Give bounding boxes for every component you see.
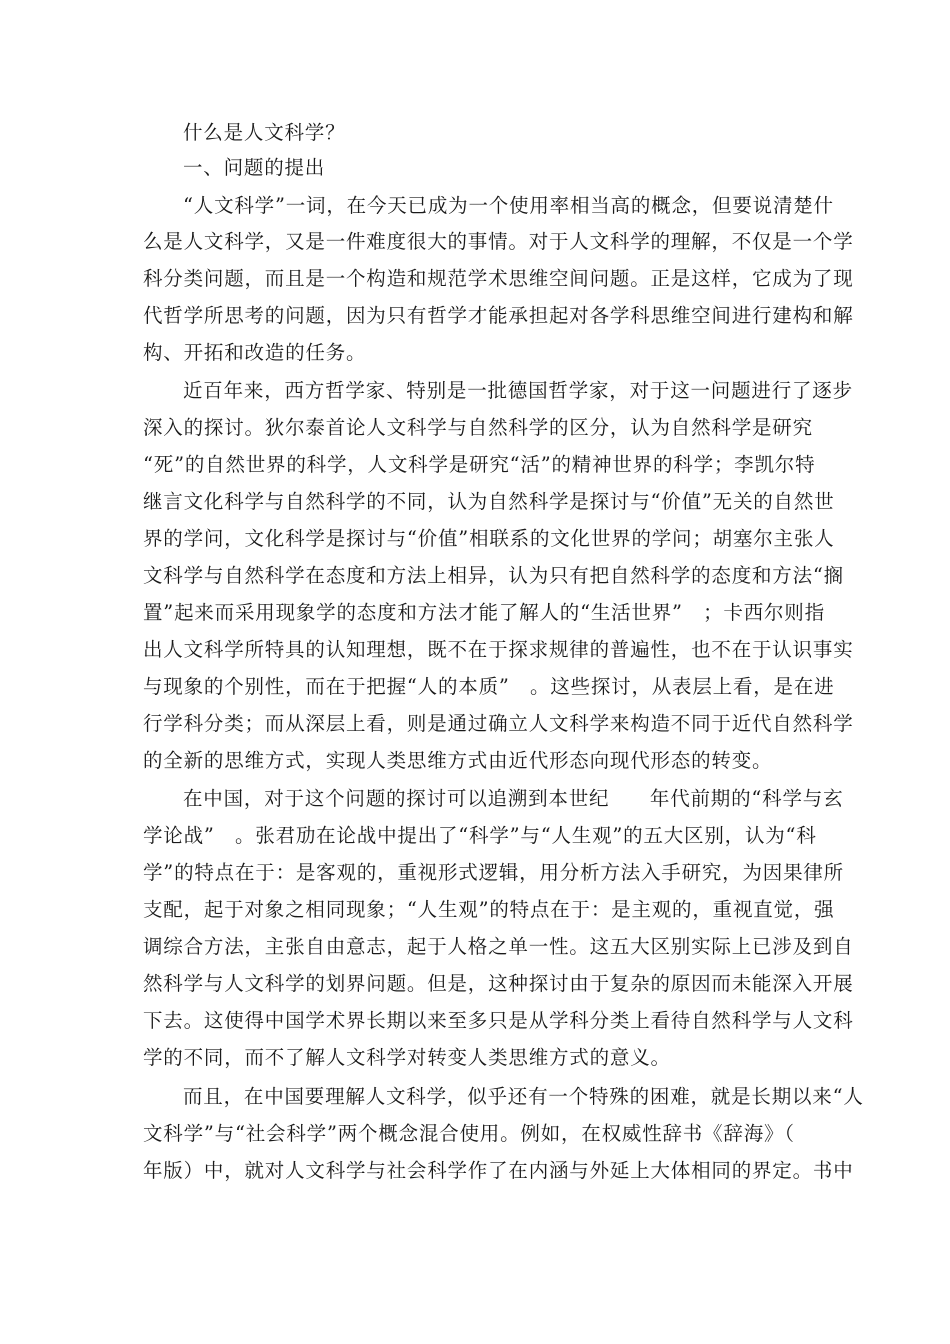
paragraph-line: 么是人文科学，又是一件难度很大的事情。对于人文科学的理解，不仅是一个学 (143, 230, 854, 253)
paragraph-line: 继言文化科学与自然科学的不同，认为自然科学是探讨与“价值”无关的自然世 (143, 490, 835, 513)
paragraph-line: 行学科分类；而从深层上看，则是通过确立人文科学来构造不同于近代自然科学 (143, 712, 854, 735)
paragraph-line: 置”起来而采用现象学的态度和方法才能了解人的“生活世界” ；卡西尔则指 (143, 601, 825, 624)
paragraph-line: 深入的探讨。狄尔泰首论人文科学与自然科学的区分，认为自然科学是研究 (143, 416, 813, 439)
section-heading: 一、问题的提出 (183, 156, 326, 179)
paragraph-line: 然科学与人文科学的划界问题。但是，这种探讨由于复杂的原因而未能深入开展 (143, 972, 854, 995)
paragraph-line: 学”的特点在于：是客观的，重视形式逻辑，用分析方法入手研究，为因果律所 (143, 861, 844, 884)
paragraph-line: 出人文科学所特具的认知理想，既不在于探求规律的普遍性，也不在于认识事实 (143, 638, 854, 661)
paragraph-line: 而且，在中国要理解人文科学，似乎还有一个特殊的困难，就是长期以来“人 (183, 1085, 864, 1108)
paragraph-line: 近百年来，西方哲学家、特别是一批德国哲学家，对于这一问题进行了逐步 (183, 379, 853, 402)
paragraph-line: 科分类问题，而且是一个构造和规范学术思维空间问题。正是这样，它成为了现 (143, 267, 854, 290)
paragraph-line: 界的学问，文化科学是探讨与“价值”相联系的文化世界的学问；胡塞尔主张人 (143, 527, 835, 550)
paragraph-line: 支配，起于对象之相同现象；“人生观”的特点在于：是主观的，重视直觉，强 (143, 898, 835, 921)
paragraph-line: 学的不同，而不了解人文科学对转变人类思维方式的意义。 (143, 1046, 671, 1069)
paragraph-line: “人文科学”一词，在今天已成为一个使用率相当高的概念，但要说清楚什 (183, 194, 834, 217)
document-title: 什么是人文科学？ (183, 121, 346, 144)
paragraph-line: 调综合方法，主张自由意志，起于人格之单一性。这五大区别实际上已涉及到自 (143, 935, 854, 958)
paragraph-line: 的全新的思维方式，实现人类思维方式由近代形态向现代形态的转变。 (143, 749, 773, 772)
paragraph-line: 下去。这使得中国学术界长期以来至多只是从学科分类上看待自然科学与人文科 (143, 1009, 854, 1032)
paragraph-line: 文科学与自然科学在态度和方法上相异，认为只有把自然科学的态度和方法“搁 (143, 564, 844, 587)
paragraph-line: “死”的自然世界的科学，人文科学是研究“活”的精神世界的科学；李凯尔特 (143, 453, 816, 476)
paragraph-line: 构、开拓和改造的任务。 (143, 341, 367, 364)
paragraph-line: 在中国，对于这个问题的探讨可以追溯到本世纪 年代前期的“科学与玄 (183, 787, 844, 810)
paragraph-line: 年版）中，就对人文科学与社会科学作了在内涵与外延上大体相同的界定。书中 (143, 1159, 854, 1182)
paragraph-line: 代哲学所思考的问题，因为只有哲学才能承担起对各学科思维空间进行建构和解 (143, 304, 854, 327)
paragraph-line: 学论战” 。张君劢在论战中提出了“科学”与“人生观”的五大区别，认为“科 (143, 824, 817, 847)
paragraph-line: 与现象的个别性，而在于把握“人的本质” 。这些探讨，从表层上看，是在进 (143, 675, 835, 698)
paragraph-line: 文科学”与“社会科学”两个概念混合使用。例如，在权威性辞书《辞海》（ (143, 1122, 795, 1145)
